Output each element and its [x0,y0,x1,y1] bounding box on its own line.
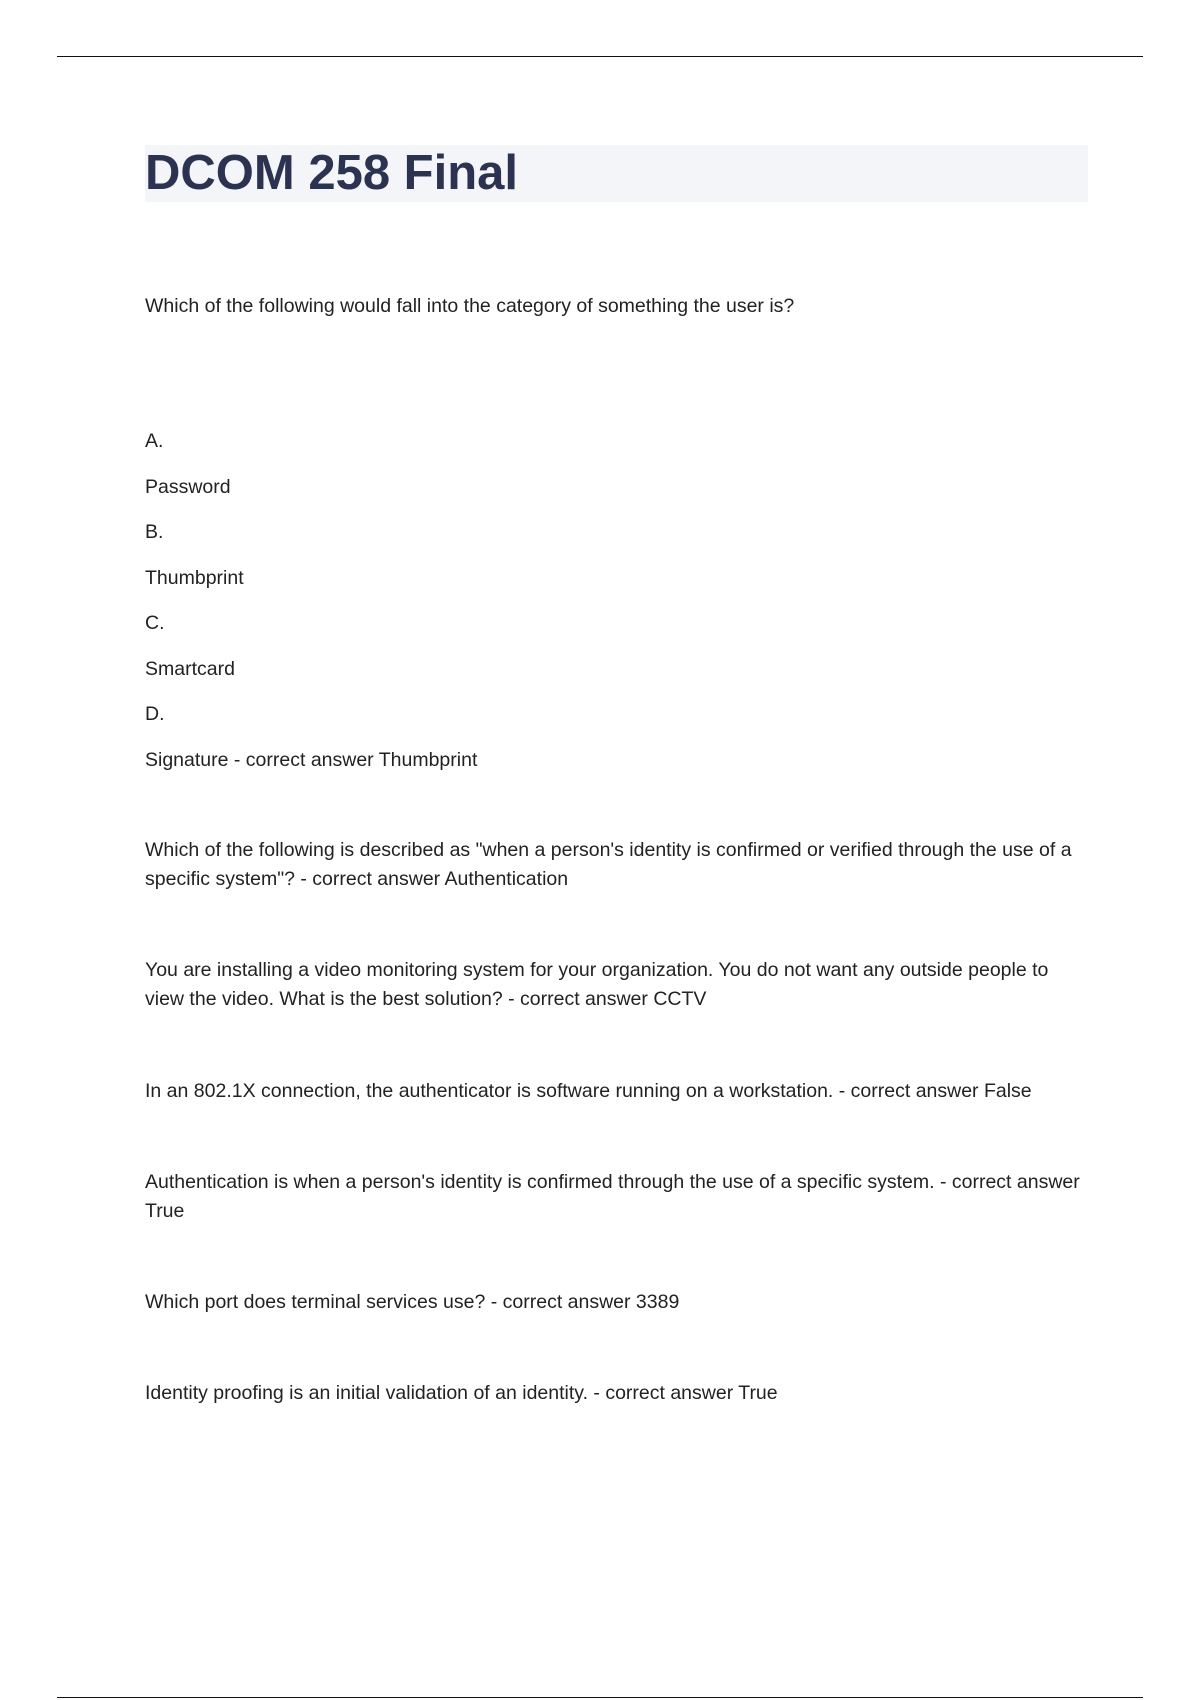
option-a-text: Password [145,476,231,498]
question-item [145,1288,1090,1317]
question-text: Which of the following is described as "when a person's identity is confirmed or verified through the use of a specific system"? - correct answer Authentication [145,839,1072,890]
question-text: Identity proofing is an initial validation of an identity. - correct answer True [145,1382,778,1404]
page-title: DCOM 258 Final [145,146,519,200]
option-d-letter: D. [145,703,165,725]
question-item [145,1077,1090,1106]
question-item [145,836,1090,894]
footer-rule [57,1697,1143,1698]
option-d-text: Signature - correct answer Thumbprint [145,749,478,771]
question-1-prompt [145,292,1090,321]
question-text: Which port does terminal services use? - correct answer 3389 [145,1291,680,1313]
option-b-text: Thumbprint [145,567,244,589]
option-b-letter: B. [145,521,164,543]
question-item [145,1379,1090,1408]
option-c-text: Smartcard [145,658,235,680]
question-text: Which of the following would fall into the category of something the user is? [145,295,795,317]
question-text: Authentication is when a person's identity is confirmed through the use of a specific system. - correct answer True [145,1171,1080,1222]
question-item [145,1168,1090,1226]
option-c-letter: C. [145,612,165,634]
question-text: You are installing a video monitoring system for your organization. You do not want any outside people to view the video. What is the best solution? - correct answer CCTV [145,959,1049,1010]
question-item [145,956,1090,1014]
question-text: In an 802.1X connection, the authenticator is software running on a workstation. - correct answer False [145,1080,1032,1102]
header-rule [57,56,1143,57]
option-a-letter: A. [145,430,164,452]
